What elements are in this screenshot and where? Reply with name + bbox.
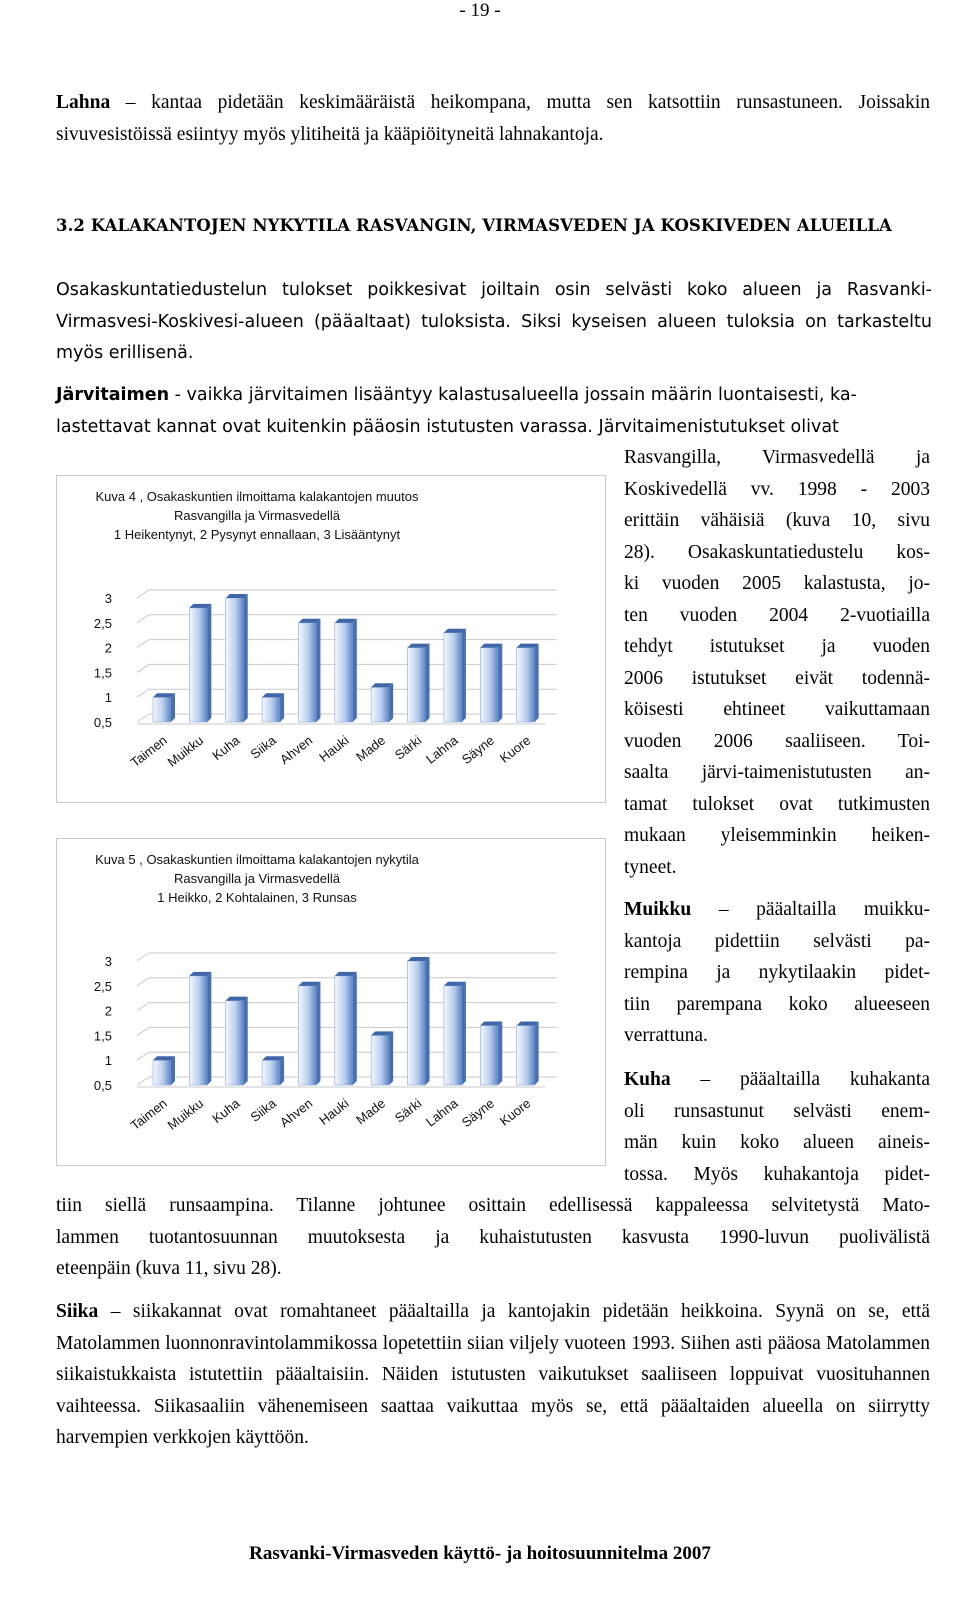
paragraph-siika-term: Siika [56,1301,99,1322]
chart-kuva-4 [56,475,606,803]
paragraph-line-text: lastettavat kannat ovat kuitenkin pääosin istutusten varassa. Järvitaimenistutukset olivat [56,416,839,437]
x-tick-label: Siika [247,1095,279,1125]
x-tick-label: Muikku [164,732,207,770]
bar-säyne [480,1025,498,1085]
paragraph-kuha-continued [56,1190,930,1285]
bar-side-kuha [244,594,248,722]
x-tick-label: Taimen [127,1095,170,1134]
paragraph-line: lammen tuotantosuunnan muutoksesta ja kuhaistutusten kasvusta 1990-luvun puolivälistä [56,1226,930,1248]
bar-kuore [517,648,535,722]
paragraph-lahna-term: Lahna [56,92,111,113]
bar-side-kuha [244,997,248,1085]
gridline-skew [137,1027,149,1035]
paragraph-siika-text: – siikakannat ovat romahtaneet pääaltailla ja kantojakin pidetään heikkoina. Syynä on se, että Matolammen luonnonravintolammikossa lopetettiin siian viljely vuoteen 1993. Siihen asti pääosa Matolammen siikaistukkaista istutettiin pääaltaisiin. Näiden istutusten vaikutukset saaliiseen loppuivat vuosituhannen vaihteessa. Siikasaaliin vähenemiseen saattaa vaikuttaa myös se, että pääaltaiden alueella on siirrytty harvempien verkkojen käyttöön. [56,1301,930,1448]
paragraph-line-text: - vaikka järvitaimen lisääntyy kalastusalueella jossain määrin luontaisesti, ka- [169,385,857,405]
gridline-skew [137,590,149,598]
bar-made [371,1035,389,1085]
side-text-kuha [624,1064,930,1190]
side-term-muikku: Muikku [624,899,692,920]
bar-side-siika [280,1056,284,1085]
y-tick-label: 0,5 [93,715,112,730]
side-line: Koskivedellä vv. 1998 - 2003 [624,478,930,500]
side-line: erittäin vähäisiä (kuva 10, sivu [624,510,930,531]
side-line: rempina ja nykytilaakin pidet- [624,962,930,983]
x-tick-label: Ahven [277,732,316,768]
bar-side-hauki [353,619,357,722]
x-tick-label: Särki [391,1095,425,1126]
gridline-skew [137,664,149,672]
bar-side-taimen [171,1056,175,1085]
x-tick-label: Made [353,1095,389,1128]
x-tick-label: Hauki [316,1095,352,1128]
bar-siika [262,697,280,722]
side-line: vuoden 2006 saaliiseen. Toi- [624,730,930,752]
paragraph-lahna [56,87,930,150]
x-tick-label: Taimen [127,732,170,771]
bar-side-taimen [171,693,175,722]
y-tick-label: 2 [104,640,112,656]
x-tick-label: Kuore [496,1095,534,1129]
side-line: tehdyt istutukset ja vuoden [624,636,930,657]
side-line: tamat tulokset ovat tutkimusten [624,793,930,815]
bar-side-muikku [207,604,211,722]
y-tick-label: 3 [104,954,112,969]
chart-title-line: Rasvangilla ja Virmasvedellä [174,508,340,523]
x-tick-label: Siika [247,732,279,762]
bar-taimen [153,697,171,722]
side-line: saalta järvi-taimenistutusten an- [624,762,930,783]
gridline-skew [137,615,149,623]
gridline-skew [137,1003,149,1011]
side-line: oli runsastunut selvästi enem- [624,1100,930,1122]
x-tick-label: Hauki [316,732,352,765]
y-tick-label: 2,5 [93,615,112,631]
bar-side-muikku [207,972,211,1085]
x-tick-label: Lahna [423,732,461,767]
y-tick-label: 0,5 [93,1078,112,1093]
bar-side-säyne [498,644,502,722]
gridline-skew [137,1077,149,1085]
side-line: tiin parempana koko alueeseen [624,993,930,1015]
bar-side-kuore [535,1021,539,1085]
chart-title-line: Kuva 5 , Osakaskuntien ilmoittama kalakantojen nykytila [95,852,419,867]
x-tick-label: Särki [391,732,425,763]
y-tick-label: 1 [104,1053,112,1069]
side-line: tossa. Myös kuhakantoja pidet- [624,1163,930,1185]
x-tick-label: Kuha [209,1095,243,1127]
x-tick-label: Muikku [164,1095,207,1133]
bar-ahven [298,986,316,1085]
bar-side-siika [280,693,284,722]
bar-made [371,687,389,722]
bar-kuha [226,598,244,722]
y-tick-label: 1,5 [93,665,112,681]
paragraph-lahna-text: – kantaa pidetään keskimääräistä heikompana, mutta sen katsottiin runsastuneen. Joissakin sivuvesistöissä esiintyy myös ylitiheitä ja kääpiöityneitä lahnakantoja. [56,92,930,145]
x-tick-label: Kuha [209,732,243,764]
chart-plot-area [57,476,605,802]
bar-side-ahven [316,619,320,722]
paragraph-siika [56,1296,930,1454]
side-line: 28). Osakaskuntatiedustelu kos- [624,541,930,563]
side-line-text: – pääaltailla kuhakanta [670,1069,930,1090]
y-tick-label: 1,5 [93,1028,112,1044]
paragraph-line [56,380,932,412]
x-tick-label: Ahven [277,1095,316,1131]
chart-plot-area [57,839,605,1165]
x-tick-label: Lahna [423,1095,461,1130]
bar-taimen [153,1060,171,1085]
side-text-jarvitaimen [624,442,930,883]
x-tick-label: Made [353,732,389,765]
bar-kuha [226,1001,244,1085]
y-tick-label: 2,5 [93,978,112,994]
side-line: tyneet. [624,856,677,878]
side-line: köisesti ehtineet vaikuttamaan [624,699,930,720]
bar-side-made [389,683,393,722]
x-tick-label: Säyne [458,1095,498,1131]
bar-kuore [517,1025,535,1085]
y-tick-label: 2 [104,1003,112,1019]
bar-siika [262,1060,280,1085]
bar-lahna [444,986,462,1085]
gridline-skew [137,1052,149,1060]
bar-side-särki [426,957,430,1085]
chart-kuva-5 [56,838,606,1166]
bar-side-ahven [316,982,320,1085]
gridline-skew [137,640,149,648]
section-heading: 3.2 KALAKANTOJEN NYKYTILA RASVANGIN, VIRMASVEDEN JA KOSKIVEDEN ALUEILLA [56,216,892,235]
x-tick-label: Kuore [496,732,534,766]
paragraph-line: eteenpäin (kuva 11, sivu 28). [56,1258,282,1279]
paragraph-jarvitaimen-term: Järvitaimen [56,385,170,405]
bar-side-lahna [462,982,466,1085]
bar-side-made [389,1031,393,1085]
page-number: - 19 - [459,0,501,21]
side-term-kuha: Kuha [624,1069,671,1090]
side-line: verrattuna. [624,1025,708,1046]
side-line: ten vuoden 2004 2-vuotiailla [624,604,930,626]
x-tick-label: Säyne [458,732,498,768]
chart-title-line: Rasvangilla ja Virmasvedellä [174,871,340,886]
gridline-skew [137,689,149,697]
paragraph-line: tiin siellä runsaampina. Tilanne johtunee osittain edellisessä kappaleessa selvitetystä Mato- [56,1195,930,1216]
y-tick-label: 3 [104,591,112,606]
bar-muikku [189,608,207,722]
bar-side-kuore [535,644,539,722]
bar-muikku [189,976,207,1085]
y-tick-label: 1 [104,690,112,706]
bar-särki [408,961,426,1085]
side-line [624,1064,930,1096]
bar-hauki [335,976,353,1085]
gridline-skew [137,953,149,961]
chart-title-line: Kuva 4 , Osakaskuntien ilmoittama kalakantojen muutos [95,489,419,504]
chart-title-line: 1 Heikentynyt, 2 Pysynyt ennallaan, 3 Lisääntynyt [113,527,401,542]
side-line: mukaan yleisemminkin heiken- [624,825,930,846]
chart-title-line: 1 Heikko, 2 Kohtalainen, 3 Runsas [157,890,357,905]
side-line: 2006 istutukset eivät todennä- [624,667,930,689]
side-line-text: – pääaltailla muikku- [691,899,930,920]
side-line: kantoja pidettiin selvästi pa- [624,930,930,952]
bar-side-särki [426,644,430,722]
side-line: ki vuoden 2005 kalastusta, jo- [624,573,930,594]
bar-side-lahna [462,629,466,722]
paragraph-line [56,412,932,444]
gridline-skew [137,978,149,986]
bar-särki [408,648,426,722]
side-line: män kuin koko alueen aineis- [624,1132,930,1153]
bar-side-säyne [498,1021,502,1085]
paragraph-intro: Osakaskuntatiedustelun tulokset poikkesivat joiltain osin selvästi koko alueen ja Rasvanki-Virmasvesi-Koskivesi-alueen (pääaltaat) tuloksista. Siksi kyseisen alueen tuloksia on tarkasteltu myös erillisenä. [56,280,932,363]
bar-hauki [335,623,353,722]
bar-lahna [444,633,462,722]
side-line: Rasvangilla, Virmasvedellä ja [624,447,930,468]
bar-side-hauki [353,972,357,1085]
paragraph-jarvitaimen [56,380,932,443]
gridline-skew [137,714,149,722]
side-line [624,894,930,926]
bar-ahven [298,623,316,722]
bar-säyne [480,648,498,722]
side-text-muikku [624,894,930,1052]
page-footer: Rasvanki-Virmasveden käyttö- ja hoitosuunnitelma 2007 [249,1543,711,1564]
